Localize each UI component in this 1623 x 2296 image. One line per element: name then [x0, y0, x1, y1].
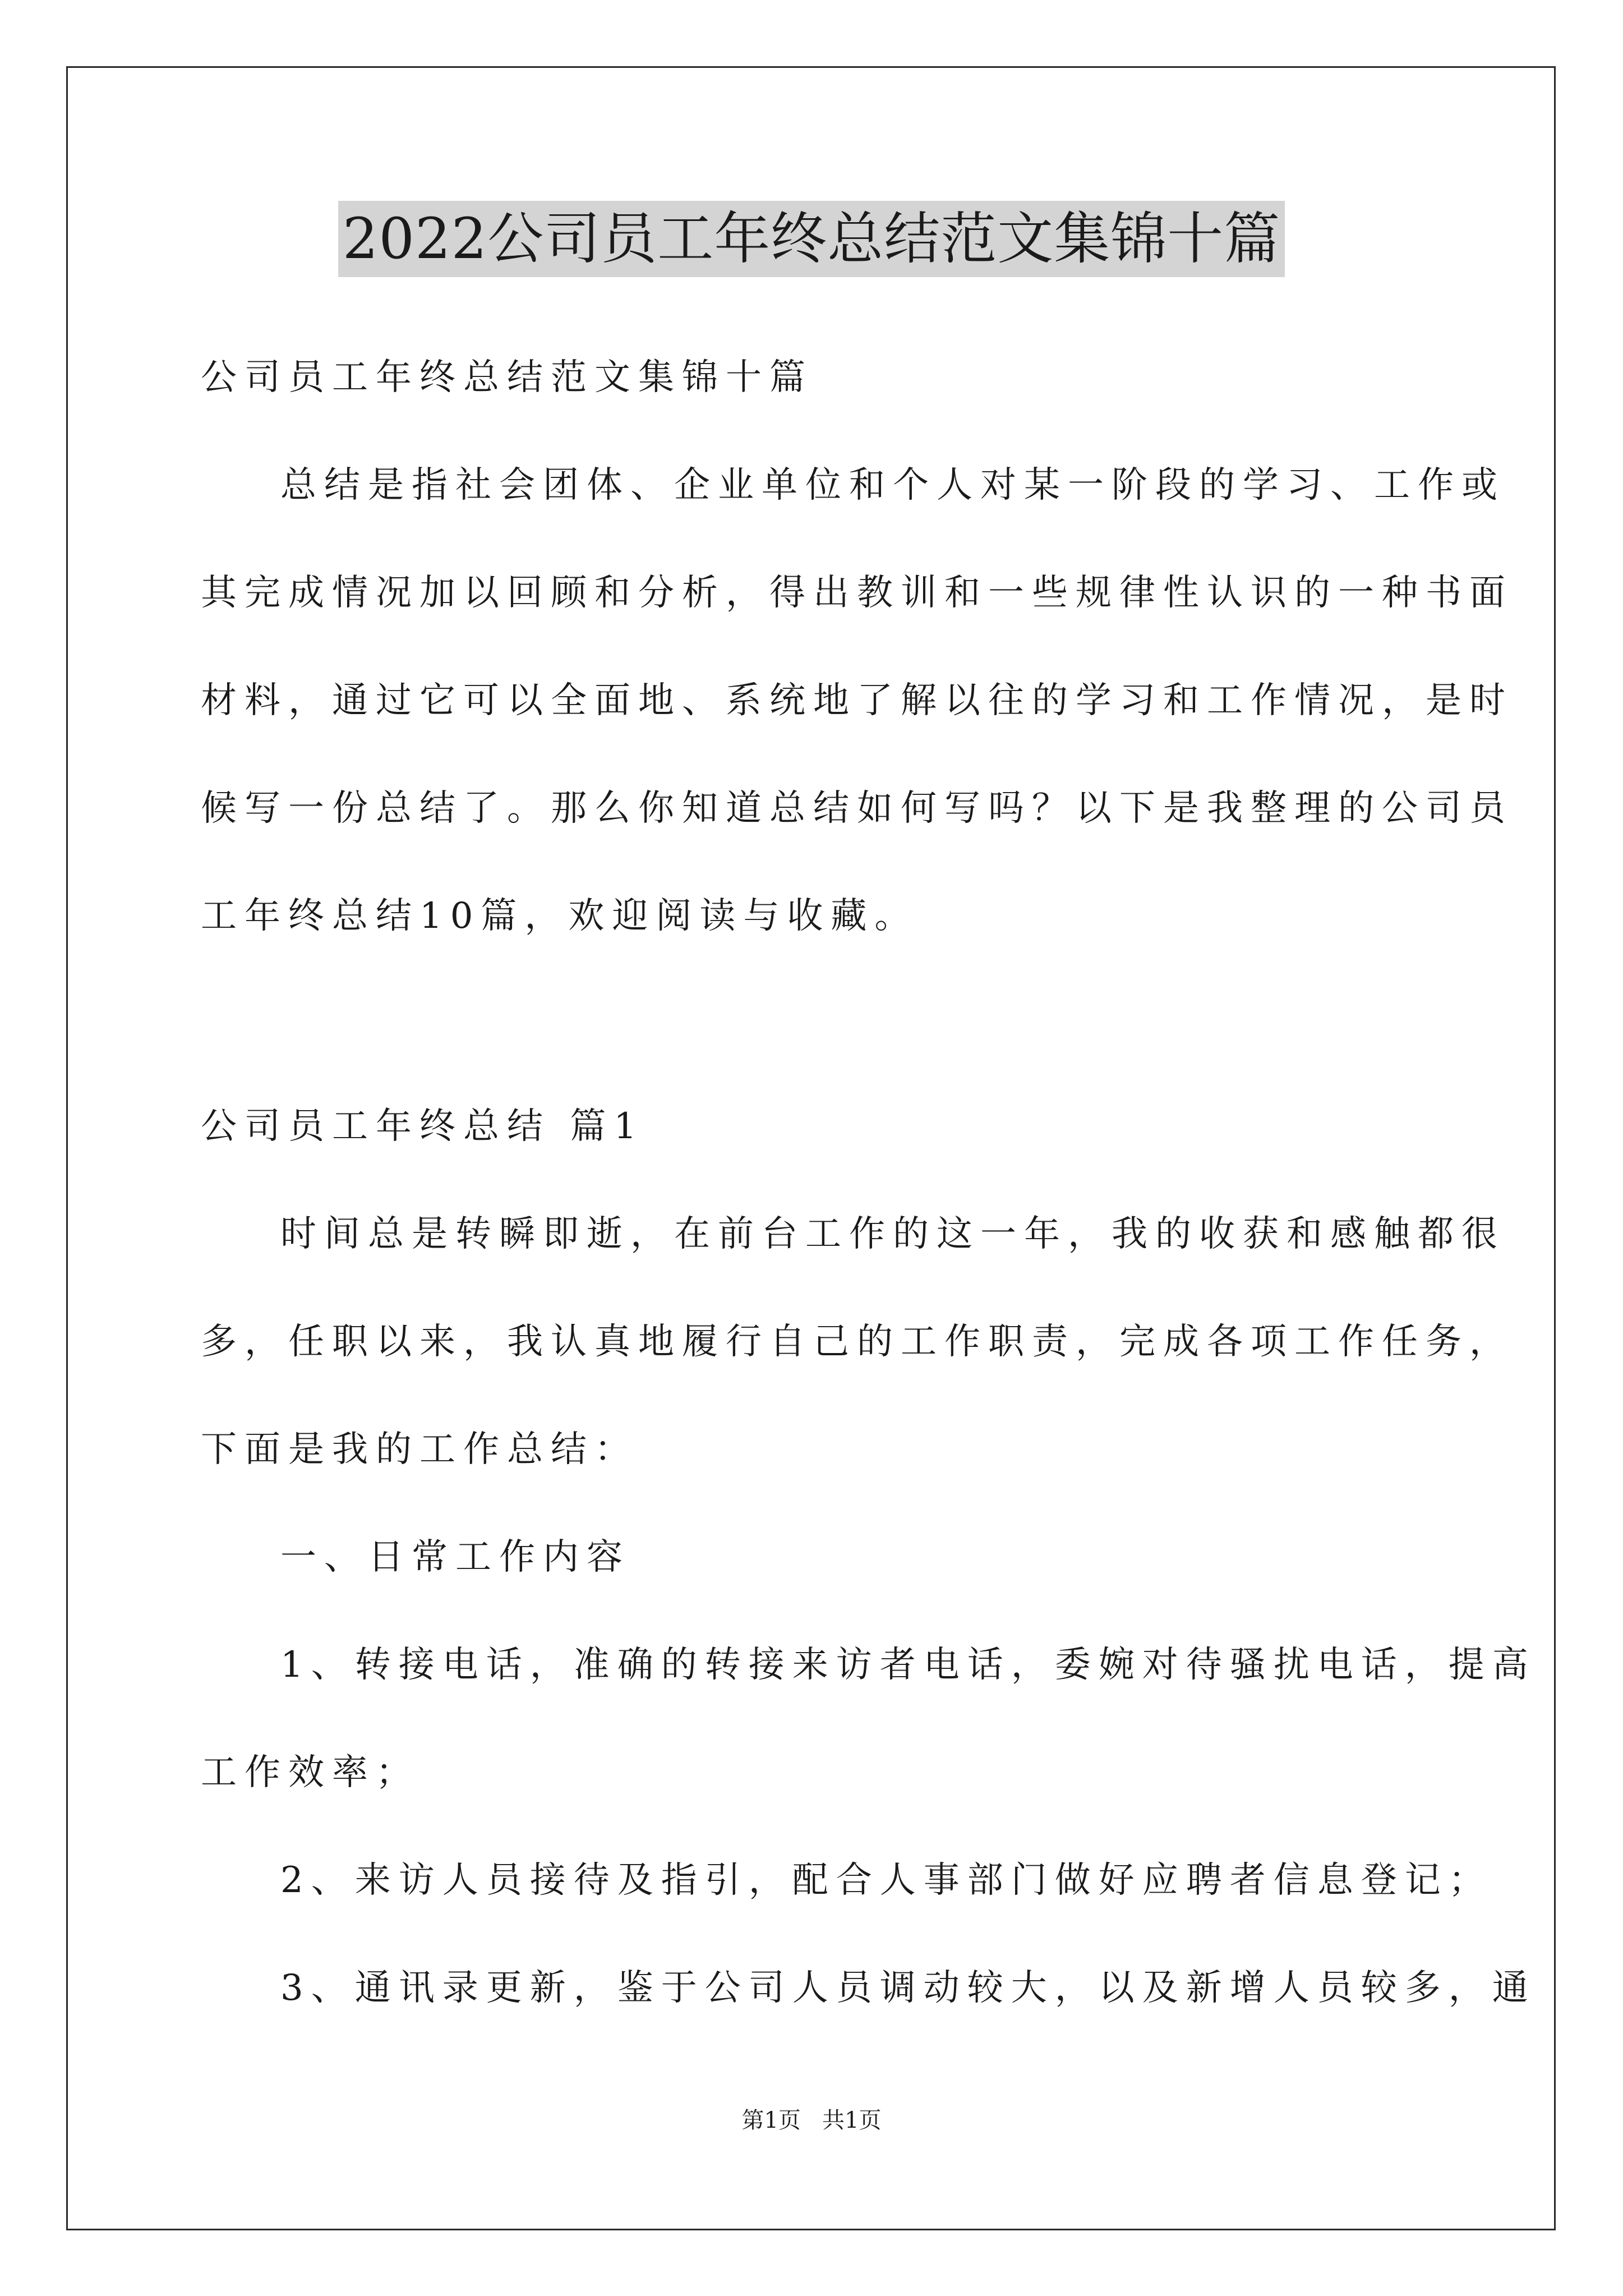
intro-line-4: 候写一份总结了。那么你知道总结如何写吗？以下是我整理的公司员: [201, 788, 1513, 829]
section-heading: 公司员工年终总结 篇1: [201, 1106, 645, 1147]
body-line-8: 3、通讯录更新，鉴于公司人员调动较大，以及新增人员较多，通: [280, 1967, 1536, 2009]
body-line-5: 1、转接电话，准确的转接来访者电话，委婉对待骚扰电话，提高: [280, 1644, 1536, 1686]
document-title: 2022公司员工年终总结范文集锦十篇: [338, 201, 1285, 277]
body-line-7: 2、来访人员接待及指引，配合人事部门做好应聘者信息登记；: [280, 1860, 1492, 1901]
intro-line-1: 总结是指社会团体、企业单位和个人对某一阶段的学习、工作或: [280, 464, 1505, 506]
intro-line-3: 材料，通过它可以全面地、系统地了解以往的学习和工作情况，是时: [201, 680, 1513, 721]
body-line-4: 一、日常工作内容: [280, 1536, 630, 1578]
body-line-1: 时间总是转瞬即逝，在前台工作的这一年，我的收获和感触都很: [280, 1213, 1505, 1255]
intro-line-2: 其完成情况加以回顾和分析，得出教训和一些规律性认识的一种书面: [201, 572, 1513, 614]
page-footer: 第1页 共1页: [741, 2108, 882, 2133]
body-line-3: 下面是我的工作总结：: [201, 1429, 638, 1470]
intro-line-5: 工年终总结10篇，欢迎阅读与收藏。: [201, 895, 919, 937]
body-line-2: 多，任职以来，我认真地履行自己的工作职责，完成各项工作任务，: [201, 1321, 1513, 1363]
title-container: [0, 201, 1623, 277]
document-subtitle: 公司员工年终总结范文集锦十篇: [201, 357, 813, 398]
body-line-6: 工作效率；: [201, 1752, 419, 1793]
